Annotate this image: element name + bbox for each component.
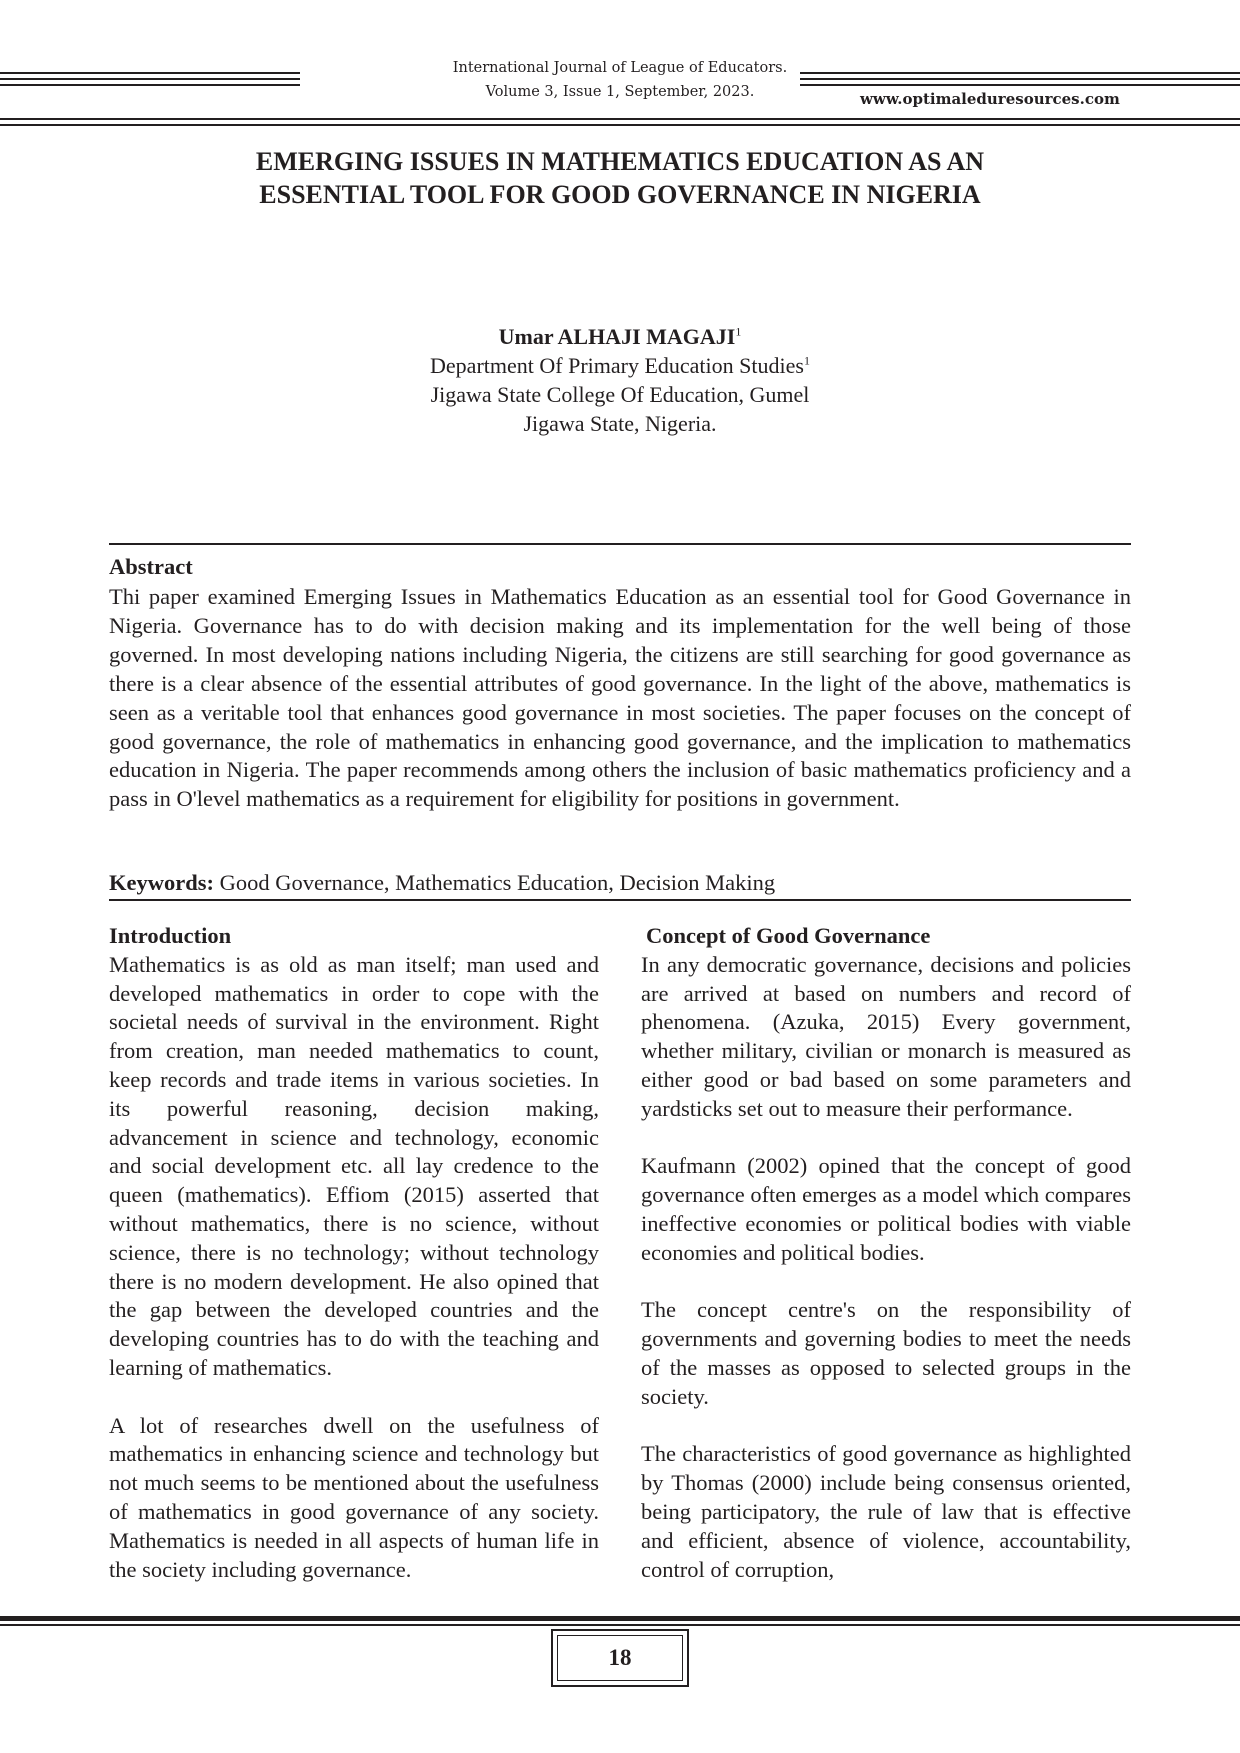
keywords-bottom-rule <box>109 899 1131 901</box>
header-rule-right-2 <box>800 78 1240 80</box>
author-block <box>300 322 940 438</box>
concept-paragraph-2: Kaufmann (2002) opined that the concept of good governance often emerges as a model which compares ineffective economies or political bodies with viable economies and political bodies. <box>641 1153 1132 1265</box>
header-rule-bottom-1 <box>0 118 1240 120</box>
paper-title-line-2: ESSENTIAL TOOL FOR GOOD GOVERNANCE IN NIGERIA <box>259 180 981 209</box>
header-rule-left-1 <box>0 72 300 74</box>
journal-header <box>380 56 860 104</box>
introduction-section <box>109 922 599 1613</box>
paper-title <box>100 145 1140 211</box>
header-rule-left-3 <box>0 84 300 86</box>
abstract-top-rule <box>109 543 1131 545</box>
header-rule-bottom-2 <box>0 124 1240 126</box>
abstract-heading: Abstract <box>109 554 193 579</box>
abstract-text: Thi paper examined Emerging Issues in Mathematics Education as an essential tool for Good Governance in Nigeria. Governance has to do with decision making and its implementation for the well being of those governed. In most developing nations including Nigeria, the citizens are still searching for good governance as there is a clear absence of the essential attributes of good governance. In the light of the above, mathematics is seen as a veritable tool that enhances good governance in most societies. The paper focuses on the concept of good governance, the role of mathematics in enhancing good governance, and the implication to mathematics education in Nigeria. The paper recommends among others the inclusion of basic mathematics proficiency and a pass in O'level mathematics as a requirement for eligibility for positions in government. <box>109 584 1131 812</box>
footer-rule-2 <box>0 1624 1240 1626</box>
header-rule-right-3 <box>800 84 1240 86</box>
concept-section <box>641 922 1131 1613</box>
author-department: Department Of Primary Education Studies <box>430 353 804 378</box>
author-name: Umar ALHAJI MAGAJI <box>498 324 736 349</box>
concept-paragraph-4: The characteristics of good governance as highlighted by Thomas (2000) include being consensus oriented, being participatory, the rule of law that is effective and efficient, absence of violence, accountability, control of corruption, <box>641 1441 1131 1582</box>
introduction-paragraph-1: Mathematics is as old as man itself; man used and developed mathematics in order to cope with the societal needs of survival in the environment. Right from creation, man needed mathematics to count, keep records and trade items in various societies. In its powerful reasoning, decision making, advancement in science and technology, economic and social development etc. all lay credence to the queen (mathematics). Effiom (2015) asserted that without mathematics, there is no science, without science, there is no technology; without technology there is no modern development. He also opined that the gap between the developed countries and the developing countries has to do with the teaching and learning of mathematics. <box>109 951 599 1380</box>
introduction-paragraph-2: A lot of researches dwell on the usefulness of mathematics in enhancing science and technology but not much seems to be mentioned about the usefulness of mathematics in good governance of any society. Mathematics is needed in all aspects of human life in the society including governance. <box>109 1412 599 1582</box>
concept-paragraph-3: The concept centre's on the responsibility of governments and governing bodies to meet the needs of the masses as opposed to selected groups in the society. <box>641 1297 1131 1409</box>
author-college: Jigawa State College Of Education, Gumel <box>430 382 810 407</box>
concept-paragraph-1: In any democratic governance, decisions and policies are arrived at based on numbers and record of phenomena. (Azuka, 2015) Every government, whether military, civilian or monarch is measured as either good or bad based on some parameters and yardsticks set out to measure their performance. <box>641 951 1131 1121</box>
footer-rule-1 <box>0 1616 1240 1621</box>
journal-website: www.optimaleduresources.com <box>860 90 1120 108</box>
concept-heading: Concept of Good Governance <box>646 923 931 948</box>
keywords-label: Keywords: <box>109 870 214 895</box>
page-number: 18 <box>557 1635 683 1681</box>
journal-issue: Volume 3, Issue 1, September, 2023. <box>485 84 755 100</box>
page-number-box <box>551 1629 689 1687</box>
paper-title-line-1: EMERGING ISSUES IN MATHEMATICS EDUCATION AS AN <box>255 147 985 176</box>
author-department-line <box>300 351 940 380</box>
keywords <box>109 869 1131 897</box>
keywords-list: Good Governance, Mathematics Education, Decision Making <box>214 870 776 895</box>
author-affiliation-mark: 1 <box>735 324 742 339</box>
journal-name: International Journal of League of Educators. <box>452 60 788 76</box>
department-affiliation-mark: 1 <box>803 353 810 368</box>
introduction-heading: Introduction <box>109 923 232 948</box>
header-rule-right-1 <box>800 72 1240 74</box>
header-rule-left-2 <box>0 78 300 80</box>
author-name-line <box>300 322 940 351</box>
author-location: Jigawa State, Nigeria. <box>523 411 717 436</box>
